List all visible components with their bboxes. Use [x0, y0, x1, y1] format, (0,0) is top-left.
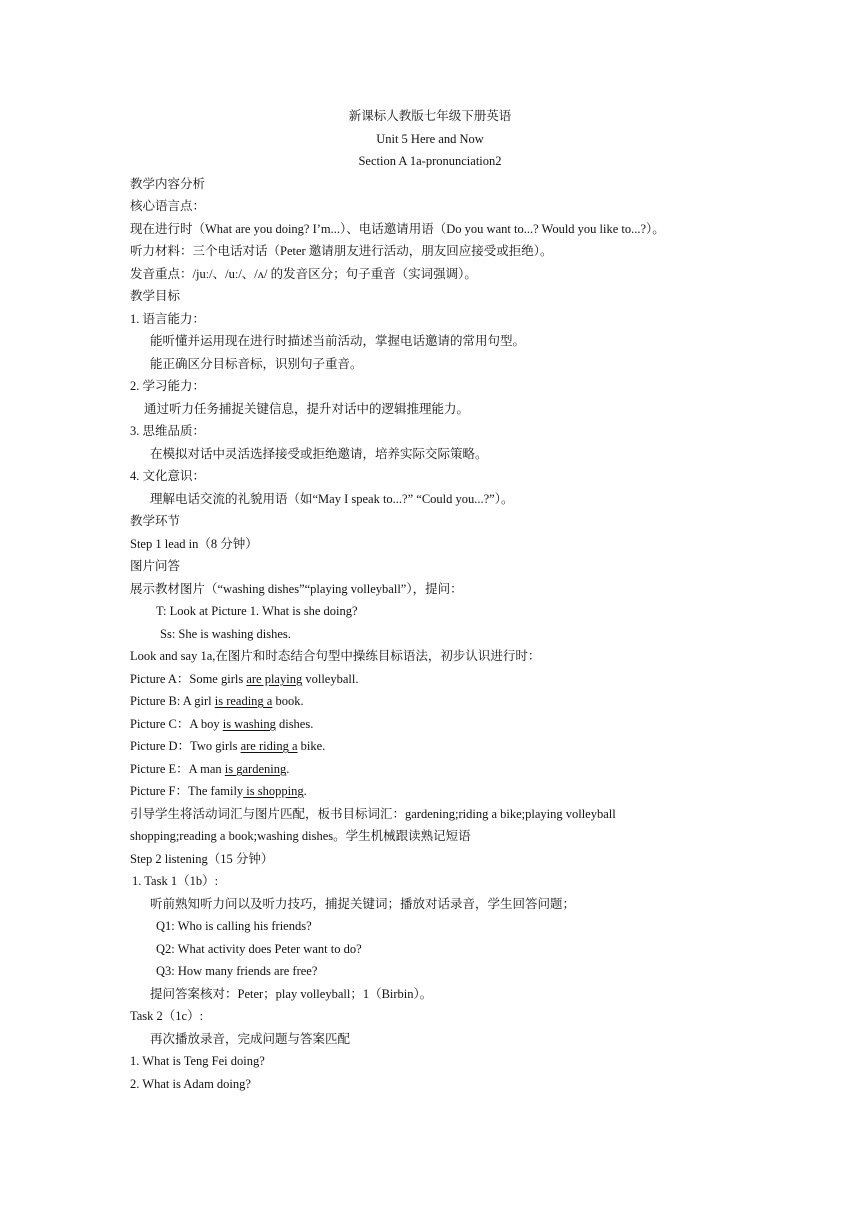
vocabulary-match-line: shopping;reading a book;washing dishes。学生机械跟读熟记短语 — [130, 829, 471, 843]
picture-sentence — [130, 716, 313, 732]
language-ability-item: 能听懂并运用现在进行时描述当前活动，掌握电话邀请的常用句型。 — [150, 334, 526, 348]
picture-label: Picture E：A man — [130, 762, 225, 776]
sentence-end: volleyball. — [302, 672, 359, 686]
picture-label: Picture B: A girl — [130, 694, 215, 708]
culture-heading: 4. 文化意识： — [130, 469, 206, 483]
picture-sentence — [130, 671, 358, 687]
content-analysis-heading: 教学内容分析 — [130, 177, 206, 191]
picture-qa-label: 图片问答 — [130, 559, 181, 573]
task2-question: 1. What is Teng Fei doing? — [130, 1054, 265, 1068]
teacher-line: T: Look at Picture 1. What is she doing? — [156, 604, 358, 618]
language-ability-heading: 1. 语言能力： — [130, 312, 206, 326]
picture-label: Picture A：Some girls — [130, 672, 247, 686]
question-line: Q2: What activity does Peter want to do? — [156, 942, 362, 956]
task1-heading: 1. Task 1（1b）: — [132, 874, 219, 888]
sentence-end: bike. — [297, 739, 326, 753]
look-and-say-line: Look and say 1a,在图片和时态结合句型中操练目标语法，初步认识进行时： — [130, 649, 541, 663]
vocabulary-match-line: 引导学生将活动词汇与图片匹配，板书目标词汇：gardening;riding a bike;playing volleyball — [130, 807, 616, 821]
thinking-item: 在模拟对话中灵活选择接受或拒绝邀请，培养实际交际策略。 — [150, 447, 488, 461]
pronunciation-line: 发音重点：/juː/、/uː/、/ʌ/ 的发音区分；句子重音（实词强调）。 — [130, 267, 477, 281]
sentence-end: dishes. — [275, 717, 314, 731]
underlined-verb: is gardening — [224, 762, 287, 776]
task2-question: 2. What is Adam doing? — [130, 1077, 251, 1091]
step1-heading: Step 1 lead in（8 分钟） — [130, 537, 258, 551]
thinking-heading: 3. 思维品质： — [130, 424, 206, 438]
picture-sentence — [130, 761, 289, 777]
question-line: Q1: Who is calling his friends? — [156, 919, 312, 933]
question-line: Q3: How many friends are free? — [156, 964, 318, 978]
task1-intro: 听前熟知听力问以及听力技巧，捕捉关键词；播放对话录音，学生回答问题； — [150, 897, 576, 911]
sentence-end: . — [286, 762, 290, 776]
picture-sentence — [130, 738, 325, 754]
step2-heading: Step 2 listening（15 分钟） — [130, 852, 274, 866]
underlined-verb: is shopping — [243, 784, 304, 798]
picture-label: Picture F：The family — [130, 784, 244, 798]
sentence-end: book. — [272, 694, 304, 708]
learning-ability-item: 通过听力任务捕捉关键信息，提升对话中的逻辑推理能力。 — [144, 402, 470, 416]
procedure-heading: 教学环节 — [130, 514, 181, 528]
task2-intro: 再次播放录音，完成问题与答案匹配 — [150, 1032, 351, 1046]
picture-sentence — [130, 693, 304, 709]
language-ability-item: 能正确区分目标音标，识别句子重音。 — [150, 357, 363, 371]
picture-label: Picture D：Two girls — [130, 739, 241, 753]
picture-sentence — [130, 783, 307, 799]
culture-item: 理解电话交流的礼貌用语（如“May I speak to...?” “Could you...?”）。 — [150, 492, 514, 506]
sentence-end: . — [303, 784, 307, 798]
listening-material-line: 听力材料：三个电话对话（Peter 邀请朋友进行活动，朋友回应接受或拒绝）。 — [130, 244, 553, 258]
underlined-verb: are riding a — [240, 739, 298, 753]
task2-heading: Task 2（1c）: — [130, 1009, 204, 1023]
learning-ability-heading: 2. 学习能力： — [130, 379, 206, 393]
picture-label: Picture C：A boy — [130, 717, 223, 731]
underlined-verb: is reading a — [214, 694, 273, 708]
students-line: Ss: She is washing dishes. — [160, 627, 291, 641]
task1-answer: 提问答案核对：Peter；play volleyball；1（Birbin）。 — [150, 987, 433, 1001]
grammar-line: 现在进行时（What are you doing? I’m...）、电话邀请用语（Do you want to...? Would you like to...?）。 — [130, 222, 665, 236]
document-title: 新课标人教版七年级下册英语 — [348, 109, 512, 123]
section-title: Section A 1a-pronunciation2 — [358, 154, 502, 168]
unit-title: Unit 5 Here and Now — [376, 132, 484, 146]
underlined-verb: are playing — [246, 672, 303, 686]
show-pictures-line: 展示教材图片（“washing dishes”“playing volleyball”），提问： — [130, 582, 463, 596]
underlined-verb: is washing — [222, 717, 276, 731]
core-points-heading: 核心语言点： — [130, 199, 206, 213]
objectives-heading: 教学目标 — [130, 289, 181, 303]
